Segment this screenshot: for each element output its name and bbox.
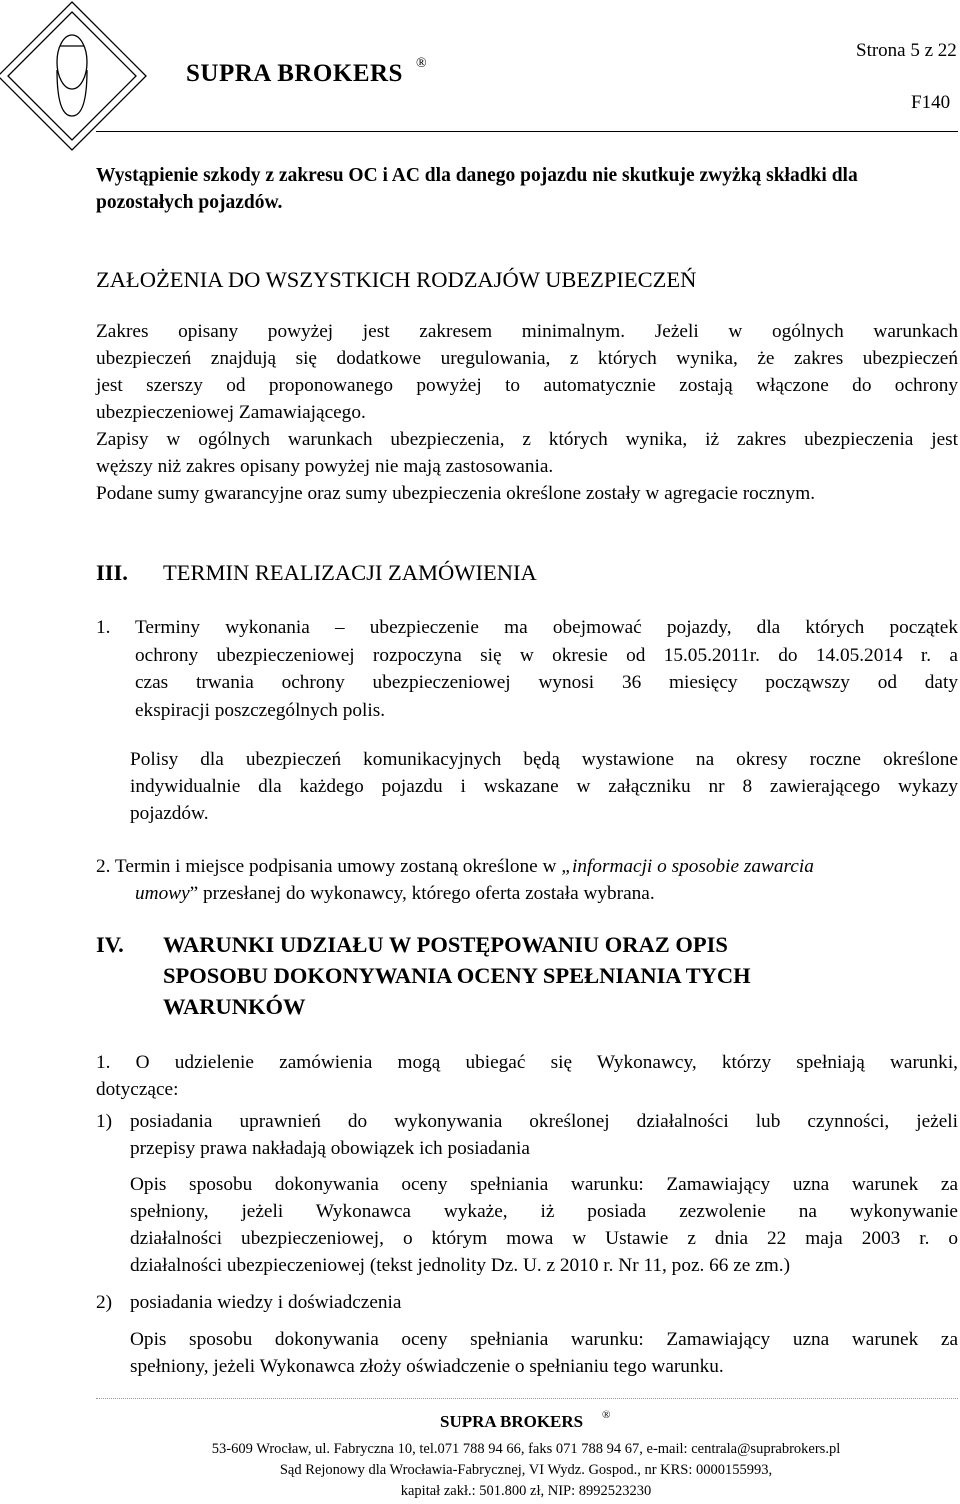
form-code: F140 [911, 92, 951, 113]
section-4-title-line: WARUNKI UDZIAŁU W POSTĘPOWANIU ORAZ OPIS [163, 932, 728, 957]
page-number: Strona 5 z 22 [856, 40, 957, 61]
assumptions-line: jest szerszy od proponowanego powyżej to automatycznie zostają włączone do ochrony [96, 375, 958, 396]
assumptions-line: ubezpieczeń znajdują się dodatkowe uregulowania, z których wynika, że zakres ubezpieczeń [96, 348, 958, 369]
condition-1-desc-line: działalności ubezpieczeniowej (tekst jednolity Dz. U. z 2010 r. Nr 11, poz. 66 ze zm.) [130, 1255, 790, 1276]
policy-line: indywidualnie dla każdego pojazdu i wskazane w załączniku nr 8 zawierającego wykazy [130, 776, 958, 797]
footer-address: 53-609 Wrocław, ul. Fabryczna 10, tel.071 788 94 66, faks 071 788 94 67, e-mail: centrala@suprabrokers.pl [211, 1441, 841, 1457]
footer-divider [96, 1398, 958, 1399]
condition-1-desc-line: spełniony, jeżeli Wykonawca wykaże, iż posiada zezwolenie na wykonywanie [130, 1201, 958, 1222]
item-2-line-1 [96, 856, 814, 878]
conditions-intro-line: 1. O udzielenie zamówienia mogą ubiegać się Wykonawcy, którzy spełniają warunki, [96, 1052, 958, 1073]
section-4-number: IV. [96, 932, 124, 957]
item-1-line: ochrony ubezpieczeniowej rozpoczyna się w okresie od 15.05.2011r. do 14.05.2014 r. a [135, 645, 958, 666]
condition-2-number: 2) [96, 1292, 113, 1313]
header-brand: SUPRA BROKERS [186, 60, 403, 87]
item-2-text: 2. Termin i miejsce podpisania umowy zostaną określone w [96, 856, 562, 877]
condition-2-desc-line: spełniony, jeżeli Wykonawca złoży oświadczenie o spełnianiu tego warunku. [130, 1356, 724, 1377]
assumptions-line: węższy niż zakres opisany powyżej nie mają zastosowania. [96, 456, 554, 477]
assumptions-line: Zapisy w ogólnych warunkach ubezpieczenia, z których wynika, iż zakres ubezpieczenia jest [96, 429, 958, 450]
header-divider [96, 131, 958, 132]
assumptions-line: Zakres opisany powyżej jest zakresem minimalnym. Jeżeli w ogólnych warunkach [96, 321, 958, 342]
condition-1-line: posiadania uprawnień do wykonywania określonej działalności lub czynności, jeżeli [130, 1111, 958, 1132]
condition-2-desc-line: Opis sposobu dokonywania oceny spełniania warunku: Zamawiający uzna warunek za [130, 1329, 958, 1350]
section-4-title-line: WARUNKÓW [163, 994, 306, 1019]
item-2-italic: umowy [135, 883, 190, 904]
footer-brand: SUPRA BROKERS [440, 1412, 584, 1431]
section-4-title-line: SPOSOBU DOKONYWANIA OCENY SPEŁNIANIA TYCH [163, 963, 751, 988]
header-registered-mark: ® [416, 56, 427, 71]
condition-1-desc-line: Opis sposobu dokonywania oceny spełniania warunku: Zamawiający uzna warunek za [130, 1174, 958, 1195]
footer-court: Sąd Rejonowy dla Wrocławia-Fabrycznej, VI Wydz. Gospod., nr KRS: 0000155993, [279, 1462, 773, 1478]
footer-registered-mark: ® [602, 1409, 611, 1421]
policy-line: pojazdów. [130, 803, 209, 824]
assumptions-heading: ZAŁOŻENIA DO WSZYSTKICH RODZAJÓW UBEZPIECZEŃ [96, 267, 697, 292]
item-1-number: 1. [96, 617, 111, 638]
section-3-title: TERMIN REALIZACJI ZAMÓWIENIA [163, 560, 537, 585]
oc-ac-note: Wystąpienie szkody z zakresu OC i AC dla danego pojazdu nie skutkuje zwyżką składki dla pozostałych pojazdów. [96, 165, 858, 213]
company-logo [0, 0, 170, 160]
condition-1-line: przepisy prawa nakładają obowiązek ich posiadania [130, 1138, 530, 1159]
item-1-line: Terminy wykonania – ubezpieczenie ma obejmować pojazdy, dla których początek [135, 617, 958, 638]
item-1-line: czas trwania ochrony ubezpieczeniowej wynosi 36 miesięcy począwszy od daty [135, 672, 958, 693]
policy-line: Polisy dla ubezpieczeń komunikacyjnych będą wystawione na okresy roczne określone [130, 749, 958, 770]
item-2-line-2 [135, 883, 655, 905]
assumptions-line: ubezpieczeniowej Zamawiającego. [96, 402, 366, 423]
assumptions-line: Podane sumy gwarancyjne oraz sumy ubezpieczenia określone zostały w agregacie rocznym. [96, 483, 816, 504]
condition-2-text: posiadania wiedzy i doświadczenia [130, 1292, 402, 1313]
item-1-line: ekspiracji poszczególnych polis. [135, 700, 386, 721]
section-3-number: III. [96, 560, 128, 585]
condition-1-desc-line: działalności ubezpieczeniowej, o którym mowa w Ustawie z dnia 22 maja 2003 r. o [130, 1228, 958, 1249]
condition-1-number: 1) [96, 1111, 113, 1132]
conditions-intro-line: dotyczące: [96, 1079, 179, 1100]
item-2-text: ” przesłanej do wykonawcy, którego oferta została wybrana. [189, 883, 655, 904]
item-2-italic: „informacji o sposobie zawarcia [561, 856, 814, 877]
footer-capital: kapitał zakł.: 501.800 zł, NIP: 8992523230 [400, 1483, 652, 1499]
